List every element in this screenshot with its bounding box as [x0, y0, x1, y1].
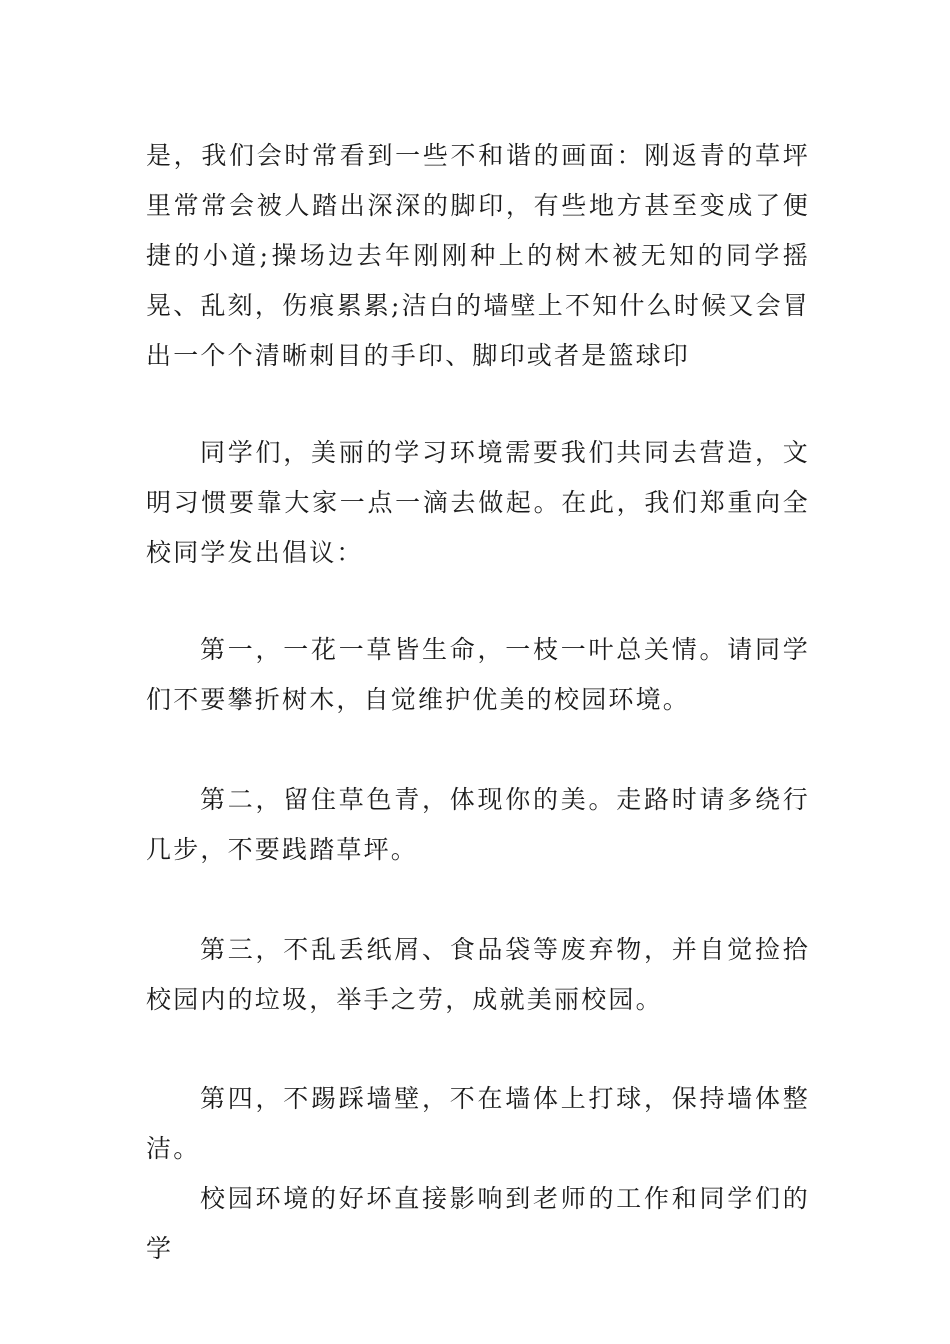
- paragraph-proposal-3: 第三，不乱丢纸屑、食品袋等废弃物，并自觉捡拾校园内的垃圾，举手之劳，成就美丽校园。: [146, 935, 810, 1014]
- paragraph-proposal-4: 第四，不踢踩墙壁，不在墙体上打球，保持墙体整洁。: [146, 1084, 810, 1163]
- paragraph-conclusion: 校园环境的好坏直接影响到老师的工作和同学们的学: [146, 1184, 810, 1263]
- paragraph-proposal-2: 第二，留住草色青，体现你的美。走路时请多绕行几步，不要践踏草坪。: [146, 785, 810, 864]
- paragraph-proposal-1: 第一，一花一草皆生命，一枝一叶总关情。请同学们不要攀折树木，自觉维护优美的校园环境。: [146, 635, 810, 714]
- paragraph-call-to-action: 同学们，美丽的学习环境需要我们共同去营造，文明习惯要靠大家一点一滴去做起。在此，我们郑重向全校同学发出倡议：: [146, 438, 810, 567]
- paragraph-problems: 是，我们会时常看到一些不和谐的画面：刚返青的草坪里常常会被人踏出深深的脚印，有些地方甚至变成了便捷的小道;操场边去年刚刚种上的树木被无知的同学摇晃、乱刻，伤痕累累;洁白的墙壁上不知什么时候又会冒出一个个清晰刺目的手印、脚印或者是篮球印: [146, 141, 810, 370]
